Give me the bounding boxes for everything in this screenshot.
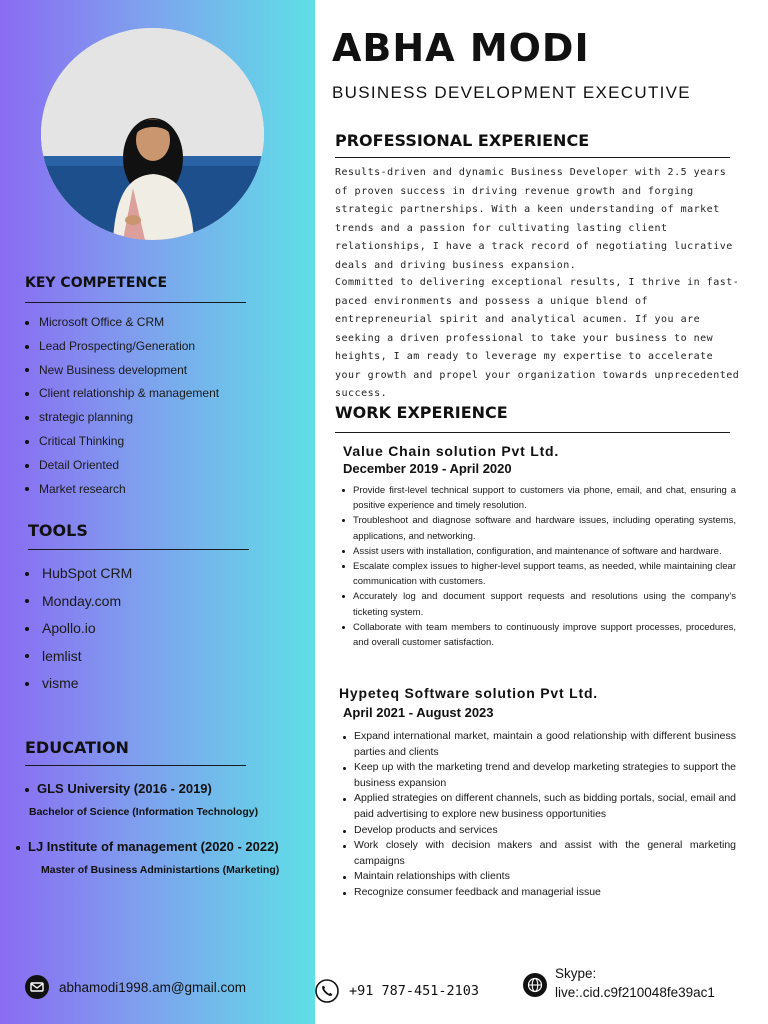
phone-icon [315, 979, 339, 1003]
company-name: Hypeteq Software solution Pvt Ltd. [339, 685, 598, 701]
tools-item: visme [25, 670, 132, 698]
tools-item: Apollo.io [25, 615, 132, 643]
tools-list [25, 560, 132, 698]
phone-number[interactable]: +91 787-451-2103 [349, 983, 480, 999]
professional-rule [335, 157, 730, 158]
summary-paragraph: Results-driven and dynamic Business Developer with 2.5 years of proven success in driving revenue growth and forging strategic partnerships. With a keen understanding of market trends and a passion for cultivating lasting client relationships, I have a track record of negotiating lucrative deals and driving business expansion. [335, 167, 733, 271]
competence-rule [25, 302, 246, 303]
competence-item: Market research [25, 478, 219, 502]
skype-id[interactable]: live:.cid.c9f210048fe39ac1 [555, 985, 715, 1000]
email-link[interactable]: abhamodi1998.am@gmail.com [59, 979, 247, 995]
job-title: BUSINESS DEVELOPMENT EXECUTIVE [332, 83, 691, 102]
tools-item: Monday.com [25, 588, 132, 616]
phone-contact [315, 979, 479, 1003]
competence-item: Microsoft Office & CRM [25, 311, 219, 335]
competence-item: Detail Oriented [25, 454, 219, 478]
professional-heading: PROFESSIONAL EXPERIENCE [335, 131, 590, 150]
job-period: December 2019 - April 2020 [343, 461, 512, 476]
tools-item: lemlist [25, 643, 132, 671]
job-duties [343, 729, 736, 901]
competence-item: Lead Prospecting/Generation [25, 335, 219, 359]
sidebar [0, 0, 315, 1024]
work-heading: WORK EXPERIENCE [335, 403, 508, 422]
duty-item: Maintain relationships with clients [343, 869, 736, 885]
education-degree: Bachelor of Science (Information Technology) [29, 806, 259, 818]
duty-item: Escalate complex issues to higher-level support teams, as needed, while maintaining clear communication with customers. [342, 559, 736, 589]
duty-item: Provide first-level technical support to customers via phone, email, and chat, ensuring a positive experience and timely resolution. [342, 483, 736, 513]
duty-item: Recognize consumer feedback and managerial issue [343, 885, 736, 901]
competence-item: Client relationship & management [25, 382, 219, 406]
tools-item: HubSpot CRM [25, 560, 132, 588]
mail-icon [25, 975, 49, 999]
duty-item: Collaborate with team members to continuously improve support processes, procedures, and overall customer satisfaction. [342, 620, 736, 650]
education-school: LJ Institute of management (2020 - 2022) [16, 839, 279, 854]
duty-item: Expand international market, maintain a good relationship with different business parties and clients [343, 729, 736, 760]
globe-icon [523, 973, 547, 997]
skype-contact [523, 965, 715, 1003]
summary-paragraph: Committed to delivering exceptional results, I thrive in fast-paced environments and possess a unique blend of entrepreneurial spirit and analytical acumen. If you are seeking a driven professional to take your business to new heights, I am ready to leverage my expertise to accelerate your growth and propel your organization towards unprecedented success. [335, 277, 740, 399]
profile-photo [41, 28, 264, 240]
tools-heading: TOOLS [28, 521, 88, 540]
education-degree: Master of Business Administartions (Marketing) [41, 864, 280, 876]
competence-item: New Business development [25, 359, 219, 383]
duty-item: Keep up with the marketing trend and develop marketing strategies to support the business expansion [343, 760, 736, 791]
competence-item: strategic planning [25, 406, 219, 430]
bullet-icon [16, 846, 20, 850]
duty-item: Troubleshoot and diagnose software and hardware issues, including operating systems, applications, and networking. [342, 513, 736, 543]
education-heading: EDUCATION [25, 738, 129, 757]
email-contact [25, 975, 246, 999]
competence-item: Critical Thinking [25, 430, 219, 454]
competence-list [25, 311, 219, 501]
education-school: GLS University (2016 - 2019) [25, 781, 212, 796]
tools-rule [28, 549, 249, 550]
education-rule [25, 765, 246, 766]
skype-label: Skype: [555, 966, 597, 981]
duty-item: Work closely with decision makers and assist with the general marketing campaigns [343, 838, 736, 869]
duty-item: Applied strategies on different channels, such as bidding portals, social, email and paid advertising to explore new business opportunities [343, 791, 736, 822]
job-period: April 2021 - August 2023 [343, 705, 494, 720]
duty-item: Assist users with installation, configuration, and maintenance of software and hardware. [342, 544, 736, 559]
bullet-icon [25, 788, 29, 792]
competence-heading: KEY COMPETENCE [25, 275, 168, 291]
person-name: ABHA MODI [332, 26, 590, 70]
duty-item: Develop products and services [343, 823, 736, 839]
work-rule [335, 432, 730, 433]
duty-item: Accurately log and document support requests and resolutions using the company's ticketing system. [342, 589, 736, 619]
company-name: Value Chain solution Pvt Ltd. [343, 443, 560, 459]
job-duties [342, 483, 736, 650]
